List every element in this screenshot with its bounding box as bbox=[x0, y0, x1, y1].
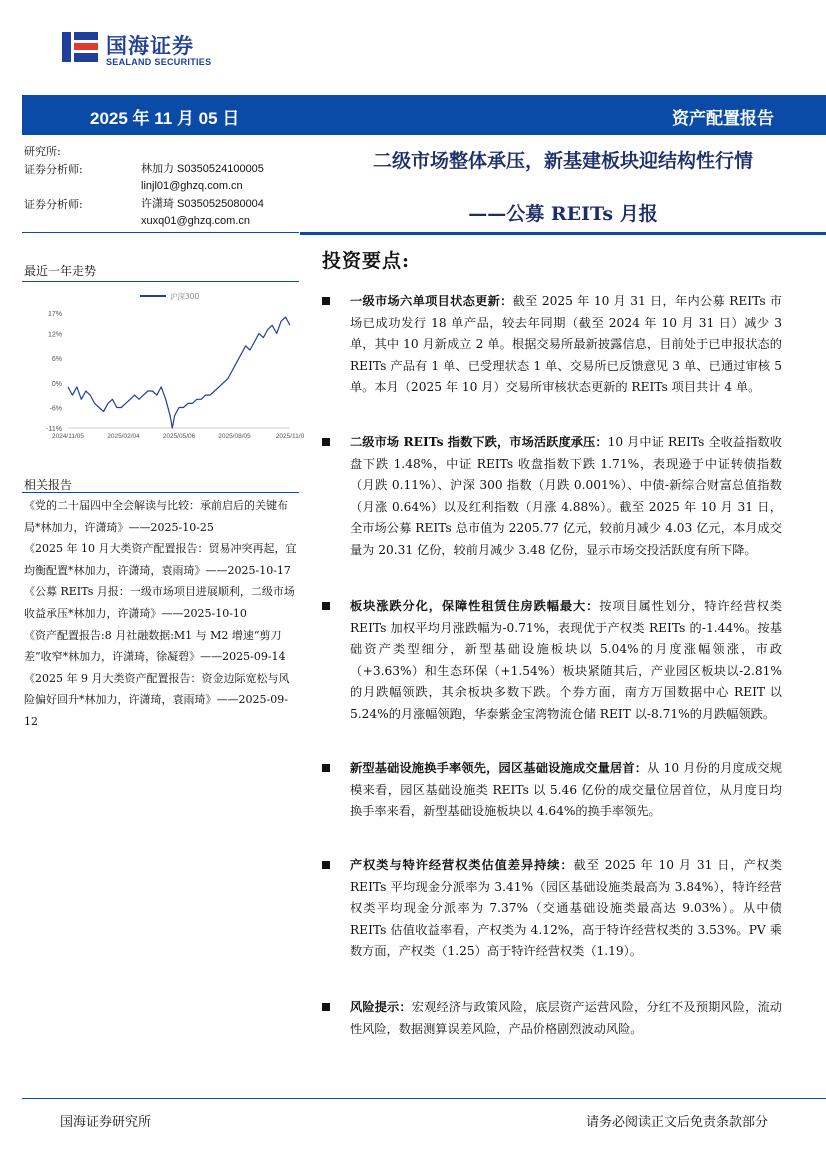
bullet-square-icon bbox=[322, 602, 330, 610]
sealand-logo-icon bbox=[60, 28, 100, 68]
divider bbox=[22, 492, 299, 493]
x-tick-label: 2025/05/06 bbox=[162, 433, 196, 440]
analyst-label bbox=[24, 178, 141, 196]
x-tick-label: 2025/11/0 bbox=[275, 433, 305, 440]
key-point-text: 截至 2025 年 10 月 31 日，年内公募 REITs 市场已成功发行 18 单产品，较去年同期（截至 2024 年 10 月 31 日）减少 3 单，其中 10 月新成立 2 单。根据交易所最新披露信息，目前处于已申报状态的 REITs 产品有 1 单、已受理状态 1 单、交易所已反馈意见 3 单、已通过审核 5 单。本月（2025 年 10 月）交易所审核状态更新的 REITs 项目共计 4 单。 bbox=[350, 294, 782, 395]
header-bar bbox=[22, 95, 826, 135]
bullet-square-icon bbox=[322, 438, 330, 446]
footer-institute: 国海证券研究所 bbox=[60, 1115, 152, 1130]
analyst-email[interactable]: linjl01@ghzq.com.cn bbox=[141, 180, 243, 192]
key-point bbox=[322, 758, 782, 823]
key-point-heading: 新型基础设施换手率领先，园区基础设施成交量居首： bbox=[350, 761, 648, 775]
analyst-label bbox=[24, 213, 141, 231]
y-tick-label: -11% bbox=[46, 426, 62, 433]
y-tick-label: 17% bbox=[47, 311, 62, 318]
related-report-item[interactable]: 《2025 年 10 月大类资产配置报告：贸易冲突再起，宜均衡配置*林加力，许潇琦，袁雨琦》——2025-10-17 bbox=[24, 542, 297, 577]
key-point-heading: 一级市场六单项目状态更新： bbox=[350, 294, 513, 308]
bullet-square-icon bbox=[322, 1003, 330, 1011]
bullet-square-icon bbox=[322, 297, 330, 305]
analyst-block bbox=[24, 143, 299, 231]
report-date: 2025 年 11 月 05 日 bbox=[90, 109, 240, 128]
key-point-text: 从 10 月份的月度成交规模来看，园区基础设施类 REITs 以 5.46 亿份的成交量位居首位，从月度日均换手率来看，新型基础设施板块以 4.64%的换手率领先。 bbox=[350, 761, 782, 819]
x-tick-label: 2024/11/05 bbox=[51, 433, 85, 440]
analyst-row bbox=[24, 161, 299, 179]
key-point bbox=[322, 596, 782, 726]
chart-section-label: 最近一年走势 bbox=[24, 264, 97, 278]
key-point-text: 10 月中证 REITs 全收益指数收盘下跌 1.48%，中证 REITs 收盘指数下跌 1.71%，表现逊于中证转债指数（月跌 0.11%）、沪深 300 指数（月跌 0.001%）、中债-新综合财富总值指数（月涨 0.64%）以及红利指数（月涨 4.88%）。截至 2025 年 10 月 31 日，全市场公募 REITs 总市值为 2205.77 亿元，较前月减少 4.03 亿元，本月成交量为 20.31 亿份，较前月减少 3.48 亿份，显示市场交投活跃度有所下降。 bbox=[350, 435, 782, 557]
key-point-heading: 产权类与特许经营权类估值差异持续： bbox=[350, 858, 574, 872]
institute-label: 研究所: bbox=[24, 145, 61, 158]
company-logo bbox=[60, 28, 220, 70]
footer-divider bbox=[22, 1098, 826, 1099]
related-reports bbox=[24, 495, 298, 733]
divider bbox=[22, 232, 299, 233]
legend-label: 沪深300 bbox=[170, 292, 200, 301]
key-points-title: 投资要点: bbox=[322, 250, 411, 272]
footer-disclaimer: 请务必阅读正文后免责条款部分 bbox=[585, 1115, 768, 1130]
key-point-text: 宏观经济与政策风险，底层资产运营风险，分红不及预期风险，流动性风险，数据测算误差风险，产品价格剧烈波动风险。 bbox=[350, 1000, 783, 1036]
key-point-text: 按项目属性划分，特许经营权类 REITs 加权平均月涨跌幅为-0.71%，表现优于产权类 REITs 的-1.44%。按基础资产类型细分，新型基础设施板块以 5.04%的月度涨幅领涨，市政（+3.63%）和生态环保（+1.54%）板块紧随其后，产业园区板块以-2.81%的月跌幅领跌，其余板块多数下跌。个券方面，南方万国数据中心 REIT 以 5.24%的月涨幅领跑，华泰紫金宝湾物流仓储 REIT 以-8.71%的月跌幅领跌。 bbox=[350, 599, 783, 721]
trend-chart bbox=[22, 283, 305, 443]
y-tick-label: 0% bbox=[51, 380, 62, 388]
y-tick-label: 12% bbox=[47, 331, 62, 339]
key-point bbox=[322, 291, 782, 399]
x-tick-label: 2025/08/05 bbox=[218, 433, 251, 440]
divider bbox=[22, 281, 299, 282]
analyst-value: 许潇琦 S0350525080004 bbox=[141, 197, 264, 210]
analyst-row bbox=[24, 213, 299, 231]
key-point bbox=[322, 997, 782, 1040]
analyst-label: 证券分析师: bbox=[24, 162, 83, 176]
key-point bbox=[322, 855, 782, 963]
logo-name-en: SEALAND SECURITIES bbox=[106, 57, 212, 67]
x-tick-label: 2025/02/04 bbox=[107, 433, 140, 440]
report-title: 二级市场整体承压，新基建板块迎结构性行情 bbox=[372, 150, 753, 172]
related-report-item[interactable]: 《公募 REITs 月报：一级市场项目进展顺利，二级市场收益承压*林加力，许潇琦》——2025-10-10 bbox=[24, 585, 295, 620]
key-point-text: 截至 2025 年 10 月 31 日，产权类 REITs 平均现金分派率为 3.41%（园区基础设施类最高为 3.84%），特许经营权类平均现金分派率为 7.37%（交通基础设施类最高达 9.03%）。从中债 REITs 估值收益率看，产权类为 4.12%，高于特许经营权类的 3.53%。PV 乘数方面，产权类（1.25）高于特许经营权类（1.19）。 bbox=[350, 858, 783, 959]
logo-name-cn: 国海证券 bbox=[106, 34, 194, 58]
y-tick-label: 6% bbox=[51, 356, 62, 364]
analyst-label: 证券分析师: bbox=[24, 197, 83, 211]
key-point-heading: 二级市场 REITs 指数下跌，市场活跃度承压： bbox=[350, 435, 608, 449]
related-section-label: 相关报告 bbox=[24, 478, 73, 492]
analyst-email[interactable]: xuxq01@ghzq.com.cn bbox=[141, 215, 251, 227]
divider bbox=[300, 232, 826, 235]
key-point-heading: 风险提示： bbox=[350, 1000, 412, 1014]
analyst-row bbox=[24, 178, 299, 196]
related-report-item[interactable]: 《2025 年 9 月大类资产配置报告：资金边际宽松与风险偏好回升*林加力，许潇琦，袁雨琦》——2025-09-12 bbox=[24, 671, 290, 728]
series-line-hs300 bbox=[68, 317, 290, 428]
y-tick-label: -6% bbox=[49, 405, 62, 413]
report-type: 资产配置报告 bbox=[672, 109, 774, 129]
bullet-square-icon bbox=[322, 764, 330, 772]
analyst-row bbox=[24, 196, 299, 214]
analyst-value: 林加力 S0350524100005 bbox=[141, 162, 264, 175]
bullet-square-icon bbox=[322, 861, 330, 869]
key-point-heading: 板块涨跌分化，保障性租赁住房跌幅最大： bbox=[350, 599, 600, 613]
report-subtitle: ——公募 REITs 月报 bbox=[468, 203, 658, 225]
related-report-item[interactable]: 《党的二十届四中全会解读与比较：承前启后的关键布局*林加力，许潇琦》——2025-10-25 bbox=[24, 499, 288, 534]
related-report-item[interactable]: 《资产配置报告:8 月社融数据:M1 与 M2 增速“剪刀差”收窄*林加力，许潇琦，徐凝碧》——2025-09-14 bbox=[24, 628, 286, 664]
key-point bbox=[322, 432, 782, 562]
